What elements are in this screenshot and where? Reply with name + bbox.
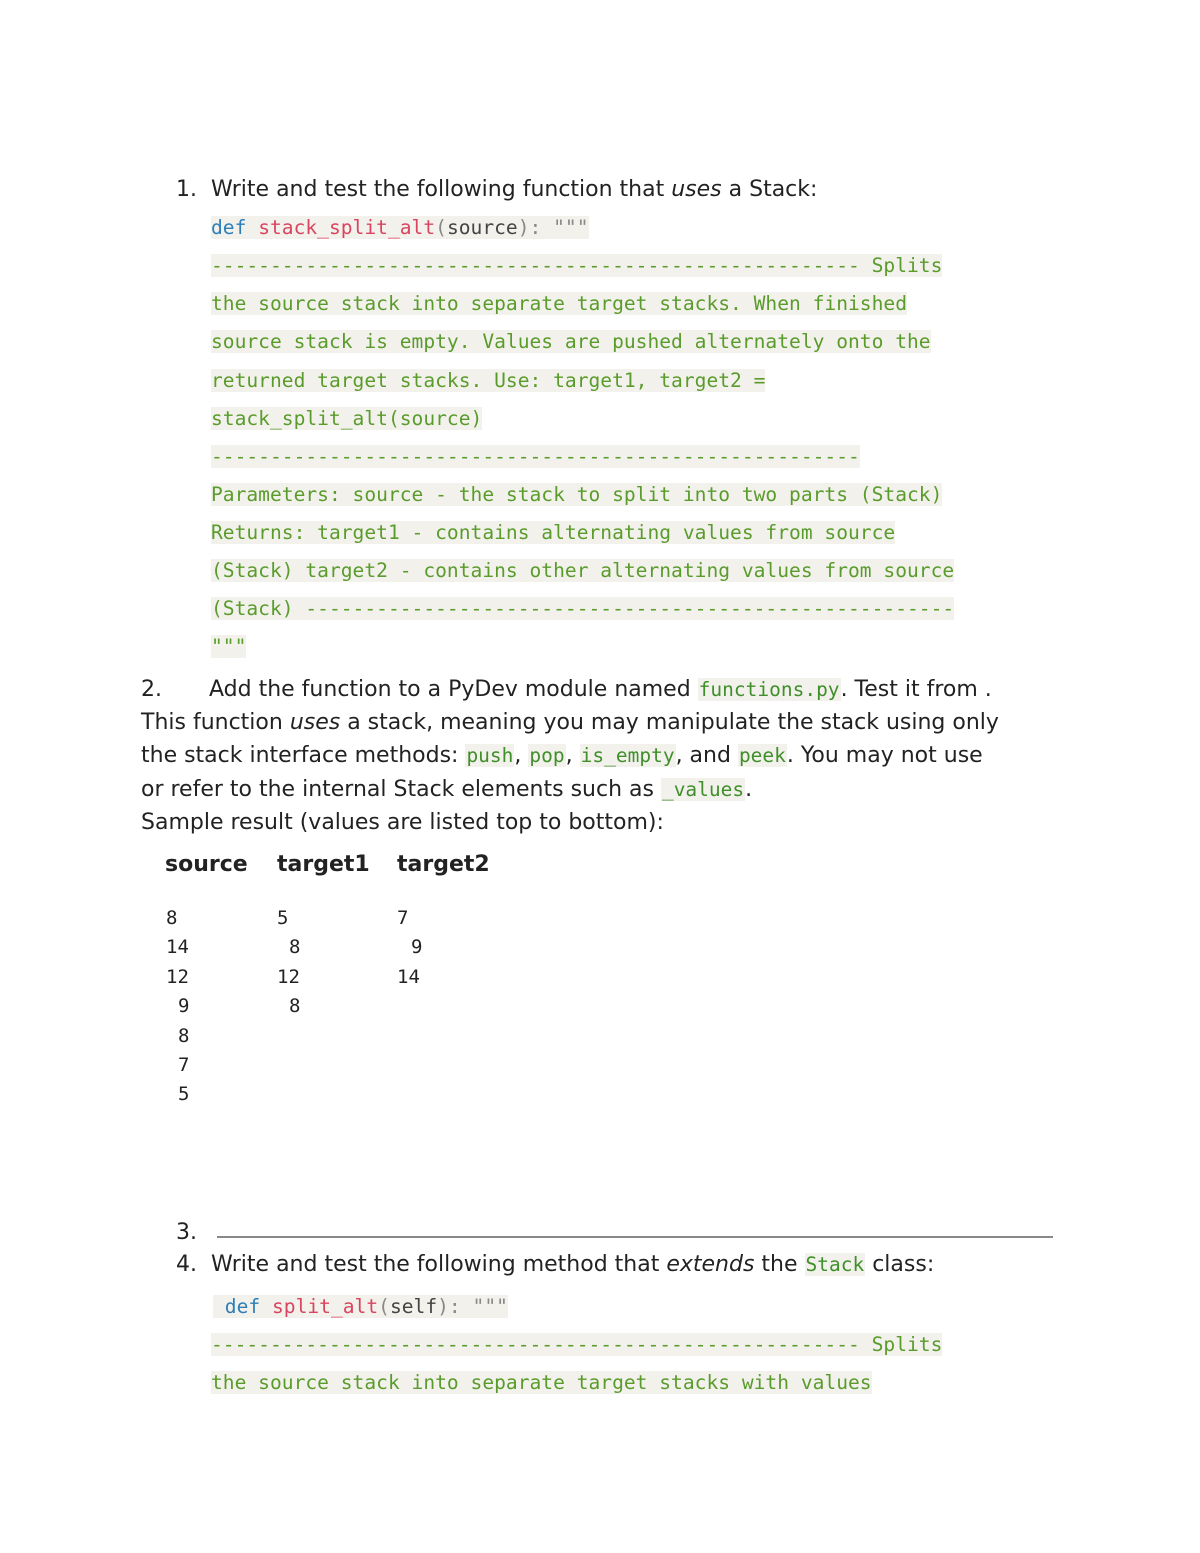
horizontal-rule [217, 1236, 1053, 1238]
item-2-line-1: 2. Add the function to a PyDev module named functions.py. Test it from . [141, 677, 992, 702]
header-target2: target2 [397, 852, 490, 877]
target2-cell: 14 [397, 966, 420, 988]
code2-signature: def split_alt(self): """ [213, 1293, 508, 1321]
item-2-number: 2. [141, 677, 162, 702]
item-1-text: Write and test the following function that uses a Stack: [211, 177, 818, 202]
pop-code: pop [529, 744, 565, 767]
item-1 [176, 173, 817, 206]
source-cell: 12 [166, 966, 189, 988]
item-4-text: Write and test the following method that extends the Stack class: [211, 1252, 935, 1277]
item-2-line-3: the stack interface methods: push, pop, is_empty, and peek. You may not use [141, 743, 983, 768]
sample-result-label: Sample result (values are listed top to bottom): [141, 810, 664, 835]
code1-line: ------------------------------------------------------- Splits [211, 254, 943, 277]
target1-cell: 5 [277, 907, 289, 929]
stack-class-code: Stack [805, 1253, 865, 1276]
is-empty-code: is_empty [580, 744, 675, 767]
code1-signature: def stack_split_alt(source): """ [211, 216, 589, 239]
code1-line: Parameters: source - the stack to split into two parts (Stack) [211, 483, 943, 506]
source-cell: 14 [166, 936, 189, 958]
code1-line: returned target stacks. Use: target1, target2 = [211, 369, 766, 392]
target1-cell: 8 [289, 995, 301, 1017]
code1-line: source stack is empty. Values are pushed alternately onto the [211, 330, 931, 353]
code2-line: the source stack into separate target stacks with values [211, 1371, 872, 1394]
target1-cell: 12 [277, 966, 300, 988]
peek-code: peek [738, 744, 786, 767]
code1-line: """ [211, 635, 247, 658]
header-source: source [165, 852, 248, 877]
target2-cell: 7 [397, 907, 409, 929]
code1-line: ------------------------------------------------------- [211, 445, 860, 468]
item-1-number: 1. [176, 177, 197, 202]
item-4-number: 4. [176, 1252, 197, 1277]
item-3-number: 3. [176, 1220, 197, 1245]
push-code: push [466, 744, 514, 767]
code2-line: ------------------------------------------------------- Splits [211, 1333, 943, 1356]
source-cell: 9 [178, 995, 190, 1017]
item-2-line-4: or refer to the internal Stack elements such as _values. [141, 777, 753, 802]
code1-line: Returns: target1 - contains alternating values from source [211, 521, 896, 544]
code1-line: (Stack) ------------------------------------------------------- [211, 597, 955, 620]
source-cell: 5 [178, 1083, 190, 1105]
code1-line: the source stack into separate target stacks. When finished [211, 292, 907, 315]
source-cell: 7 [178, 1054, 190, 1076]
code1-line: stack_split_alt(source) [211, 407, 483, 430]
module-name-code: functions.py [698, 678, 840, 701]
item-4 [176, 1248, 934, 1281]
target1-cell: 8 [289, 936, 301, 958]
header-target1: target1 [277, 852, 370, 877]
values-code: _values [661, 778, 745, 801]
source-cell: 8 [166, 907, 178, 929]
target2-cell: 9 [411, 936, 423, 958]
item-2-line-2: This function uses a stack, meaning you may manipulate the stack using only [141, 710, 999, 735]
source-cell: 8 [178, 1025, 190, 1047]
code1-line: (Stack) target2 - contains other alternating values from source [211, 559, 955, 582]
